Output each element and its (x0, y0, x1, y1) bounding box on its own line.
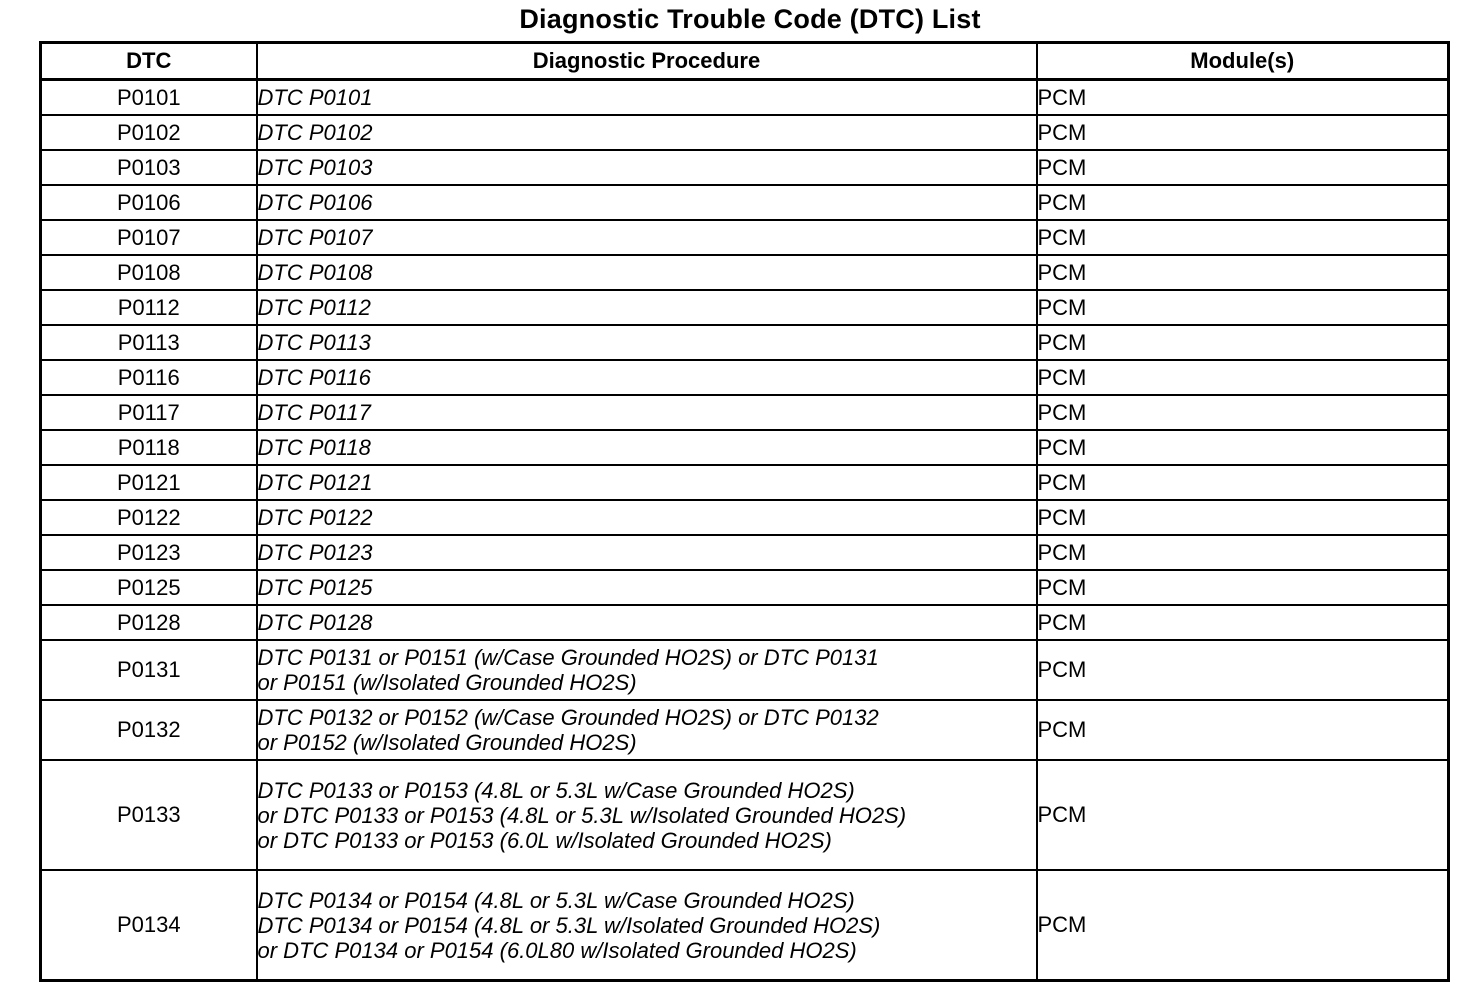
table-header-row (41, 43, 1449, 80)
procedure-link[interactable]: DTC P0118 (257, 430, 1037, 465)
dtc-code: P0125 (41, 570, 257, 605)
procedure-link[interactable]: DTC P0133 or P0153 (4.8L or 5.3L w/Case Grounded HO2S) (257, 777, 855, 803)
dtc-code: P0107 (41, 220, 257, 255)
table-row (41, 80, 1449, 116)
procedure-link[interactable]: DTC P0106 (257, 185, 1037, 220)
table-row (41, 360, 1449, 395)
module-name: PCM (1037, 570, 1449, 605)
procedure-link[interactable]: or P0151 (w/Isolated Grounded HO2S) (257, 670, 637, 695)
dtc-code: P0118 (41, 430, 257, 465)
table-row (41, 185, 1449, 220)
module-name: PCM (1037, 500, 1449, 535)
module-name: PCM (1037, 395, 1449, 430)
dtc-code: P0103 (41, 150, 257, 185)
procedure-link[interactable]: DTC P0134 or P0154 (4.8L or 5.3L w/Case Grounded HO2S) (257, 887, 855, 913)
table-row (41, 430, 1449, 465)
dtc-code: P0122 (41, 500, 257, 535)
table-row (41, 115, 1449, 150)
procedure-link[interactable]: or DTC P0134 or P0154 (6.0L80 w/Isolated Grounded HO2S) (257, 937, 857, 963)
procedure-link[interactable]: DTC P0108 (257, 255, 1037, 290)
procedure-link[interactable]: DTC P0131 or P0151 (w/Case Grounded HO2S) or DTC P0131 (257, 645, 879, 670)
procedure-link[interactable]: DTC P0107 (257, 220, 1037, 255)
column-header-dtc: DTC (41, 43, 257, 80)
module-name: PCM (1037, 325, 1449, 360)
procedure-link[interactable]: DTC P0125 (257, 570, 1037, 605)
procedure-link[interactable]: or DTC P0133 or P0153 (6.0L w/Isolated Grounded HO2S) (257, 827, 832, 853)
module-name: PCM (1037, 80, 1449, 116)
procedure-link[interactable]: DTC P0122 (257, 500, 1037, 535)
procedure-link[interactable]: or P0152 (w/Isolated Grounded HO2S) (257, 730, 637, 755)
table-row (41, 150, 1449, 185)
dtc-code: P0133 (41, 760, 257, 870)
table-row (41, 570, 1449, 605)
module-name: PCM (1037, 360, 1449, 395)
procedure-link[interactable]: DTC P0134 or P0154 (4.8L or 5.3L w/Isolated Grounded HO2S) (257, 912, 881, 938)
dtc-code: P0117 (41, 395, 257, 430)
procedure-link[interactable]: or DTC P0133 or P0153 (4.8L or 5.3L w/Isolated Grounded HO2S) (257, 802, 907, 828)
module-name: PCM (1037, 290, 1449, 325)
table-row (41, 395, 1449, 430)
procedure-link[interactable]: DTC P0102 (257, 115, 1037, 150)
table-row (41, 500, 1449, 535)
module-name: PCM (1037, 640, 1449, 700)
table-row (41, 255, 1449, 290)
module-name: PCM (1037, 220, 1449, 255)
dtc-code: P0132 (41, 700, 257, 760)
module-name: PCM (1037, 115, 1449, 150)
procedure-link[interactable]: DTC P0112 (257, 290, 1037, 325)
procedure-cell (257, 700, 1037, 760)
procedure-link[interactable]: DTC P0101 (257, 80, 1037, 116)
table-row (41, 605, 1449, 640)
dtc-code: P0134 (41, 870, 257, 981)
module-name: PCM (1037, 430, 1449, 465)
table-row (41, 760, 1449, 870)
dtc-code: P0131 (41, 640, 257, 700)
module-name: PCM (1037, 150, 1449, 185)
module-name: PCM (1037, 605, 1449, 640)
module-name: PCM (1037, 700, 1449, 760)
dtc-code: P0108 (41, 255, 257, 290)
dtc-code: P0102 (41, 115, 257, 150)
dtc-code: P0116 (41, 360, 257, 395)
dtc-code: P0112 (41, 290, 257, 325)
module-name: PCM (1037, 870, 1449, 981)
module-name: PCM (1037, 185, 1449, 220)
procedure-link[interactable]: DTC P0117 (257, 395, 1037, 430)
procedure-link[interactable]: DTC P0116 (257, 360, 1037, 395)
column-header-procedure: Diagnostic Procedure (257, 43, 1037, 80)
page-title: Diagnostic Trouble Code (DTC) List (519, 4, 981, 34)
procedure-cell (257, 760, 1037, 870)
table-row (41, 700, 1449, 760)
column-header-modules: Module(s) (1037, 43, 1449, 80)
dtc-code: P0106 (41, 185, 257, 220)
procedure-link[interactable]: DTC P0103 (257, 150, 1037, 185)
dtc-code: P0113 (41, 325, 257, 360)
table-row (41, 290, 1449, 325)
dtc-code: P0121 (41, 465, 257, 500)
procedure-link[interactable]: DTC P0121 (257, 465, 1037, 500)
procedure-link[interactable]: DTC P0128 (257, 605, 1037, 640)
table-row (41, 535, 1449, 570)
table-row (41, 640, 1449, 700)
procedure-cell (257, 640, 1037, 700)
module-name: PCM (1037, 760, 1449, 870)
table-row (41, 220, 1449, 255)
dtc-code: P0128 (41, 605, 257, 640)
procedure-link[interactable]: DTC P0132 or P0152 (w/Case Grounded HO2S) or DTC P0132 (257, 705, 879, 730)
procedure-cell (257, 870, 1037, 981)
table-row (41, 325, 1449, 360)
dtc-code: P0101 (41, 80, 257, 116)
dtc-code: P0123 (41, 535, 257, 570)
table-row (41, 870, 1449, 981)
module-name: PCM (1037, 465, 1449, 500)
module-name: PCM (1037, 535, 1449, 570)
table-row (41, 465, 1449, 500)
module-name: PCM (1037, 255, 1449, 290)
procedure-link[interactable]: DTC P0113 (257, 325, 1037, 360)
procedure-link[interactable]: DTC P0123 (257, 535, 1037, 570)
dtc-table (39, 41, 1450, 982)
